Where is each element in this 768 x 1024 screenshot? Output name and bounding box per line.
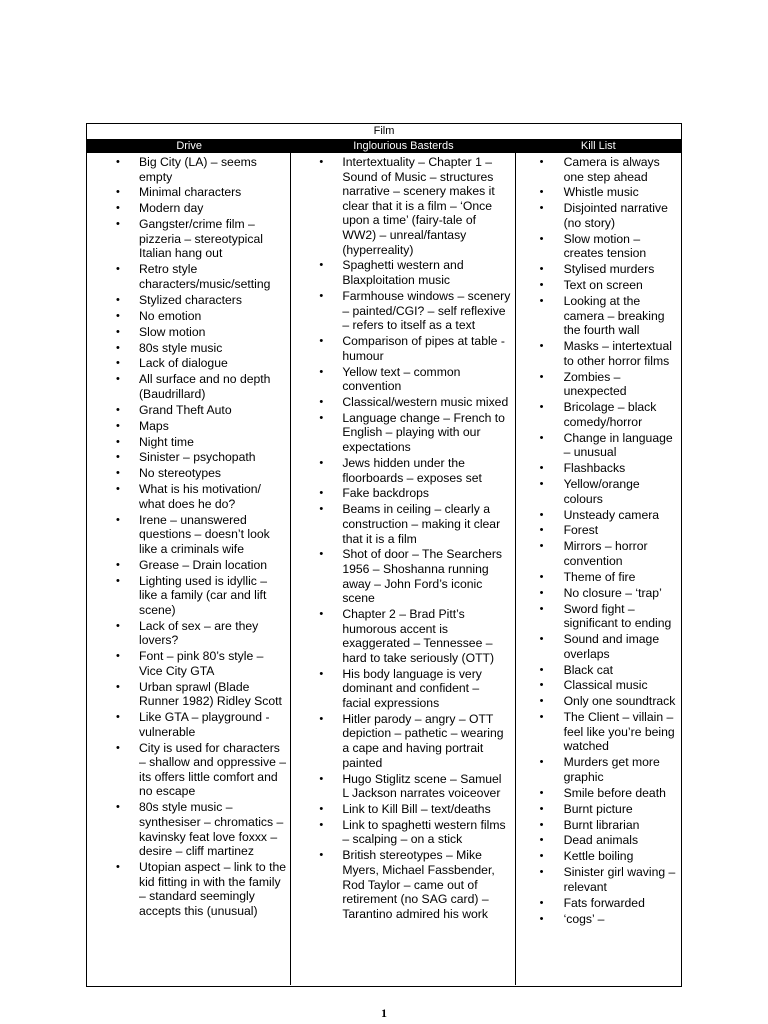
list-item-text: Slow motion bbox=[139, 324, 206, 339]
list-item bbox=[516, 278, 681, 293]
list-item bbox=[291, 334, 514, 363]
bullet-icon: • bbox=[539, 570, 544, 583]
list-item bbox=[516, 155, 681, 184]
list-item-text: Maps bbox=[139, 418, 169, 433]
bullet-icon: • bbox=[539, 663, 544, 676]
bullet-icon: • bbox=[539, 633, 544, 646]
bullet-icon: • bbox=[539, 912, 544, 925]
bullet-icon: • bbox=[319, 548, 324, 561]
list-item bbox=[516, 370, 681, 399]
list-item bbox=[291, 155, 514, 257]
list-item bbox=[87, 403, 290, 418]
bullet-icon: • bbox=[116, 467, 120, 480]
list-item-text: What is his motivation/ what does he do? bbox=[139, 482, 261, 511]
list-item-text: No stereotypes bbox=[139, 466, 221, 481]
bullet-icon: • bbox=[116, 309, 120, 322]
list-item-text: Fats forwarded bbox=[563, 895, 645, 910]
list-item-text: Grand Theft Auto bbox=[139, 402, 232, 417]
bullet-icon: • bbox=[116, 419, 120, 432]
list-item bbox=[87, 262, 290, 291]
list-item bbox=[87, 356, 290, 371]
bullet-icon: • bbox=[116, 558, 120, 571]
bullet-icon: • bbox=[116, 373, 120, 386]
list-item bbox=[87, 293, 290, 308]
bullet-icon: • bbox=[116, 513, 120, 526]
list-item-text: Dead animals bbox=[563, 833, 639, 848]
list-item-text: Fake backdrops bbox=[342, 486, 430, 501]
list-item bbox=[516, 802, 681, 817]
bullet-icon: • bbox=[116, 325, 120, 338]
list-item-text: Utopian aspect – link to the kid fitting in with the family – standard seemingly accepts this (unusual) bbox=[139, 860, 287, 918]
film-comparison-table bbox=[86, 123, 682, 987]
list-item bbox=[87, 309, 290, 324]
bullet-icon: • bbox=[116, 711, 120, 724]
bullet-icon: • bbox=[319, 772, 324, 785]
list-item bbox=[516, 833, 681, 848]
list-item bbox=[516, 431, 681, 460]
list-item-text: Flashbacks bbox=[563, 461, 626, 476]
bullet-icon: • bbox=[539, 263, 544, 276]
list-item bbox=[87, 435, 290, 450]
list-item bbox=[516, 849, 681, 864]
bullet-icon: • bbox=[116, 650, 120, 663]
list-item bbox=[87, 619, 290, 648]
list-item-text: Sound and image overlaps bbox=[563, 632, 660, 661]
list-item bbox=[291, 258, 514, 287]
list-item bbox=[291, 365, 514, 394]
list-item bbox=[87, 325, 290, 340]
bullet-icon: • bbox=[116, 619, 120, 632]
list-item bbox=[87, 201, 290, 216]
list-item-text: Only one soundtrack bbox=[563, 694, 676, 709]
list-item bbox=[516, 818, 681, 833]
list-item bbox=[516, 755, 681, 784]
list-item bbox=[87, 466, 290, 481]
list-item-text: Theme of fire bbox=[563, 569, 636, 584]
list-item bbox=[87, 372, 290, 401]
list-item bbox=[291, 395, 514, 410]
list-item-text: Modern day bbox=[139, 201, 204, 216]
list-item-text: Whistle music bbox=[563, 185, 639, 200]
list-item-text: Big City (LA) – seems empty bbox=[139, 155, 257, 184]
list-item-text: Link to spaghetti western films – scalping – on a stick bbox=[342, 817, 506, 847]
bullet-icon: • bbox=[319, 818, 324, 831]
list-item-text: Zombies – unexpected bbox=[563, 369, 627, 399]
list-item-text: British stereotypes – Mike Myers, Michael Fassbender, Rod Taylor – came out of retirement (no SAG card) – Tarantino admired his work bbox=[342, 848, 495, 921]
list-item-text: Yellow text – common convention bbox=[342, 364, 461, 394]
bullet-icon: • bbox=[319, 608, 324, 621]
list-item-text: Stylized characters bbox=[139, 292, 242, 307]
bullet-icon: • bbox=[319, 487, 324, 500]
list-item-text: Classical/western music mixed bbox=[342, 394, 509, 409]
inglourious-basterds-notes-list bbox=[291, 155, 514, 921]
list-item bbox=[516, 201, 681, 230]
bullet-icon: • bbox=[319, 259, 324, 272]
list-item-text: Sinister girl waving – relevant bbox=[563, 865, 676, 894]
list-item bbox=[516, 185, 681, 200]
kill-list-notes-list bbox=[516, 155, 681, 926]
list-item bbox=[291, 802, 514, 817]
bullet-icon: • bbox=[116, 451, 120, 464]
list-item bbox=[516, 477, 681, 506]
bullet-icon: • bbox=[539, 462, 544, 475]
bullet-icon: • bbox=[116, 483, 120, 496]
list-item bbox=[87, 419, 290, 434]
list-item bbox=[516, 896, 681, 911]
list-item-text: Burnt librarian bbox=[563, 817, 640, 832]
bullet-icon: • bbox=[539, 156, 544, 168]
bullet-icon: • bbox=[319, 411, 324, 424]
list-item bbox=[516, 461, 681, 476]
list-item bbox=[291, 486, 514, 501]
list-item bbox=[516, 539, 681, 568]
list-item bbox=[516, 262, 681, 277]
list-item bbox=[516, 602, 681, 631]
list-item bbox=[87, 680, 290, 709]
list-item bbox=[516, 663, 681, 678]
list-item bbox=[291, 772, 514, 801]
list-item bbox=[516, 912, 681, 927]
bullet-icon: • bbox=[116, 680, 120, 693]
bullet-icon: • bbox=[539, 695, 544, 708]
list-item-text: Classical music bbox=[563, 678, 648, 693]
bullet-icon: • bbox=[539, 401, 544, 414]
list-item bbox=[516, 339, 681, 368]
list-item-text: Lighting used is idyllic – like a family (car and lift scene) bbox=[139, 573, 268, 617]
bullet-icon: • bbox=[539, 279, 544, 292]
list-item-text: Disjointed narrative (no story) bbox=[563, 201, 668, 230]
list-item bbox=[516, 400, 681, 429]
list-item bbox=[291, 667, 514, 711]
bullet-icon: • bbox=[539, 786, 544, 799]
bullet-icon: • bbox=[116, 293, 120, 306]
bullet-icon: • bbox=[319, 395, 324, 408]
bullet-icon: • bbox=[116, 574, 120, 587]
bullet-icon: • bbox=[539, 602, 544, 615]
list-item-text: Retro style characters/music/setting bbox=[139, 262, 271, 291]
list-item-text: Murders get more graphic bbox=[563, 755, 660, 784]
list-item bbox=[87, 649, 290, 678]
list-item bbox=[87, 800, 290, 858]
list-item-text: Night time bbox=[139, 434, 194, 449]
bullet-icon: • bbox=[539, 711, 544, 724]
bullet-icon: • bbox=[539, 818, 544, 831]
bullet-icon: • bbox=[539, 370, 544, 383]
list-item-text: Camera is always one step ahead bbox=[563, 155, 660, 184]
bullet-icon: • bbox=[319, 289, 324, 302]
list-item-text: Bricolage – black comedy/horror bbox=[563, 400, 657, 429]
list-item-text: Grease – Drain location bbox=[139, 557, 268, 572]
list-item bbox=[516, 232, 681, 261]
list-item bbox=[291, 712, 514, 770]
list-item-text: The Client – villain – feel like you’re being watched bbox=[563, 710, 675, 754]
bullet-icon: • bbox=[116, 341, 120, 354]
list-item bbox=[87, 741, 290, 799]
list-item bbox=[87, 574, 290, 618]
list-item-text: All surface and no depth (Baudrillard) bbox=[139, 372, 271, 401]
bullet-icon: • bbox=[539, 834, 544, 847]
list-item bbox=[291, 456, 514, 485]
header-drive: Drive bbox=[176, 140, 202, 152]
list-item bbox=[516, 786, 681, 801]
list-item-text: Lack of sex – are they lovers? bbox=[139, 618, 259, 648]
bullet-icon: • bbox=[539, 202, 544, 215]
list-item-text: Spaghetti western and Blaxploitation music bbox=[342, 258, 464, 288]
bullet-icon: • bbox=[539, 524, 544, 537]
bullet-icon: • bbox=[539, 540, 544, 553]
list-item-text: Intertextuality – Chapter 1 – Sound of Music – structures narrative – scenery makes it clear that it is a film – ‘Once upon a time’ (fairy-tale of WW2) – unreal/fantasy (hyperreality) bbox=[342, 155, 495, 257]
list-item bbox=[87, 513, 290, 557]
list-item-text: Font – pink 80’s style – Vice City GTA bbox=[139, 649, 264, 678]
list-item-text: ‘cogs’ – bbox=[563, 911, 605, 926]
bullet-icon: • bbox=[539, 186, 544, 199]
bullet-icon: • bbox=[319, 456, 324, 469]
bullet-icon: • bbox=[116, 202, 120, 215]
list-item bbox=[291, 848, 514, 921]
bullet-icon: • bbox=[539, 431, 544, 444]
list-item-text: Masks – intertextual to other horror films bbox=[563, 339, 672, 368]
list-item-text: Unsteady camera bbox=[563, 507, 660, 522]
list-item-text: 80s style music bbox=[139, 340, 223, 355]
list-item-text: Kettle boiling bbox=[563, 849, 634, 864]
list-item bbox=[87, 341, 290, 356]
list-item bbox=[516, 632, 681, 661]
bullet-icon: • bbox=[539, 802, 544, 815]
bullet-icon: • bbox=[319, 712, 324, 725]
list-item bbox=[87, 217, 290, 261]
bullet-icon: • bbox=[116, 741, 120, 754]
list-item-text: Change in language – unusual bbox=[563, 430, 673, 460]
list-item-text: Beams in ceiling – clearly a construction – making it clear that it is a film bbox=[342, 502, 501, 546]
bullet-icon: • bbox=[539, 586, 544, 599]
bullet-icon: • bbox=[539, 478, 544, 491]
bullet-icon: • bbox=[116, 218, 120, 231]
list-item bbox=[87, 155, 290, 184]
list-item bbox=[291, 502, 514, 546]
list-item-text: Looking at the camera – breaking the fourth wall bbox=[563, 294, 665, 338]
bullet-icon: • bbox=[319, 802, 324, 815]
list-item-text: Chapter 2 – Brad Pitt’s humorous accent is exaggerated – Tennessee – hard to take seriously (OTT) bbox=[342, 607, 495, 665]
bullet-icon: • bbox=[539, 232, 544, 245]
list-item-text: Slow motion – creates tension bbox=[563, 231, 647, 261]
list-item-text: Hugo Stiglitz scene – Samuel L Jackson narrates voiceover bbox=[342, 771, 502, 801]
bullet-icon: • bbox=[116, 403, 120, 416]
list-item bbox=[87, 860, 290, 918]
list-item-text: Stylised murders bbox=[563, 262, 655, 277]
list-item-text: No closure – ‘trap’ bbox=[563, 585, 662, 600]
list-item-text: Like GTA – playground - vulnerable bbox=[139, 710, 270, 739]
bullet-icon: • bbox=[539, 679, 544, 692]
list-item bbox=[291, 547, 514, 605]
list-item bbox=[516, 586, 681, 601]
page-number: 1 bbox=[381, 1006, 387, 1020]
bullet-icon: • bbox=[116, 435, 120, 448]
list-item bbox=[87, 185, 290, 200]
list-item bbox=[516, 508, 681, 523]
list-item bbox=[291, 818, 514, 847]
bullet-icon: • bbox=[319, 849, 324, 862]
bullet-icon: • bbox=[319, 503, 324, 516]
drive-notes-list bbox=[87, 155, 290, 918]
list-item-text: Black cat bbox=[563, 662, 614, 677]
list-item-text: His body language is very dominant and confident – facial expressions bbox=[342, 666, 482, 710]
bullet-icon: • bbox=[539, 340, 544, 353]
bullet-icon: • bbox=[116, 357, 120, 370]
list-item bbox=[87, 450, 290, 465]
bullet-icon: • bbox=[116, 861, 120, 874]
list-item-text: City is used for characters – shallow and oppressive – its offers little comfort and no escape bbox=[139, 740, 287, 799]
list-item-text: Irene – unanswered questions – doesn’t look like a criminals wife bbox=[139, 512, 270, 556]
list-item bbox=[291, 411, 514, 455]
list-item bbox=[516, 694, 681, 709]
header-row bbox=[87, 139, 681, 153]
list-item-text: Forest bbox=[563, 523, 599, 538]
list-item-text: Shot of door – The Searchers 1956 – Shoshanna running away – John Ford’s iconic scene bbox=[342, 547, 502, 606]
list-item-text: Mirrors – horror convention bbox=[563, 539, 648, 568]
list-item-text: Hitler parody – angry – OTT depiction – pathetic – wearing a cape and having portrait painted bbox=[342, 711, 504, 770]
bullet-icon: • bbox=[319, 335, 324, 348]
bullet-icon: • bbox=[319, 365, 324, 378]
list-item-text: Smile before death bbox=[563, 785, 666, 800]
bullet-icon: • bbox=[539, 896, 544, 909]
list-item bbox=[291, 289, 514, 333]
list-item bbox=[516, 678, 681, 693]
bullet-icon: • bbox=[539, 866, 544, 879]
list-item-text: Comparison of pipes at table - humour bbox=[342, 334, 505, 363]
list-item bbox=[87, 710, 290, 739]
list-item-text: Sinister – psychopath bbox=[139, 450, 256, 465]
column-inglourious-basterds bbox=[291, 153, 515, 985]
list-item-text: 80s style music – synthesiser – chromatics – kavinsky feat love foxxx – desire – cliff martinez bbox=[139, 800, 284, 859]
list-item-text: Gangster/crime film – pizzeria – stereotypical Italian hang out bbox=[139, 217, 263, 261]
list-item bbox=[87, 558, 290, 573]
list-item bbox=[516, 710, 681, 754]
list-item bbox=[516, 865, 681, 894]
list-item-text: Language change – French to English – playing with our expectations bbox=[342, 410, 505, 455]
list-item-text: Lack of dialogue bbox=[139, 356, 228, 371]
header-kill-list: Kill List bbox=[580, 140, 616, 152]
bullet-icon: • bbox=[116, 186, 120, 199]
bullet-icon: • bbox=[319, 667, 324, 680]
bullet-icon: • bbox=[116, 156, 120, 168]
list-item-text: Farmhouse windows – scenery – painted/CGI? – self reflexive – refers to itself as a text bbox=[342, 288, 511, 333]
list-item-text: Sword fight – significant to ending bbox=[563, 601, 672, 631]
bullet-icon: • bbox=[319, 156, 324, 168]
column-drive bbox=[87, 153, 291, 985]
list-item bbox=[291, 607, 514, 665]
bullet-icon: • bbox=[116, 263, 120, 276]
list-item-text: Jews hidden under the floorboards – exposes set bbox=[342, 455, 482, 485]
table-body-row bbox=[87, 153, 681, 985]
list-item-text: Link to Kill Bill – text/deaths bbox=[342, 801, 491, 816]
table-title: Film bbox=[373, 125, 395, 137]
list-item-text: Urban sprawl (Blade Runner 1982) Ridley Scott bbox=[139, 679, 282, 709]
bullet-icon: • bbox=[539, 756, 544, 769]
list-item-text: Yellow/orange colours bbox=[563, 477, 640, 506]
list-item bbox=[516, 294, 681, 338]
list-item-text: No emotion bbox=[139, 308, 202, 323]
column-kill-list bbox=[516, 153, 681, 985]
list-item bbox=[516, 523, 681, 538]
list-item bbox=[87, 482, 290, 511]
header-inglourious-basterds: Inglourious Basterds bbox=[353, 140, 454, 152]
bullet-icon: • bbox=[116, 801, 120, 814]
list-item-text: Burnt picture bbox=[563, 801, 633, 816]
list-item bbox=[516, 570, 681, 585]
bullet-icon: • bbox=[539, 850, 544, 863]
list-item-text: Text on screen bbox=[563, 278, 643, 293]
bullet-icon: • bbox=[539, 295, 544, 308]
bullet-icon: • bbox=[539, 508, 544, 521]
list-item-text: Minimal characters bbox=[139, 185, 242, 200]
